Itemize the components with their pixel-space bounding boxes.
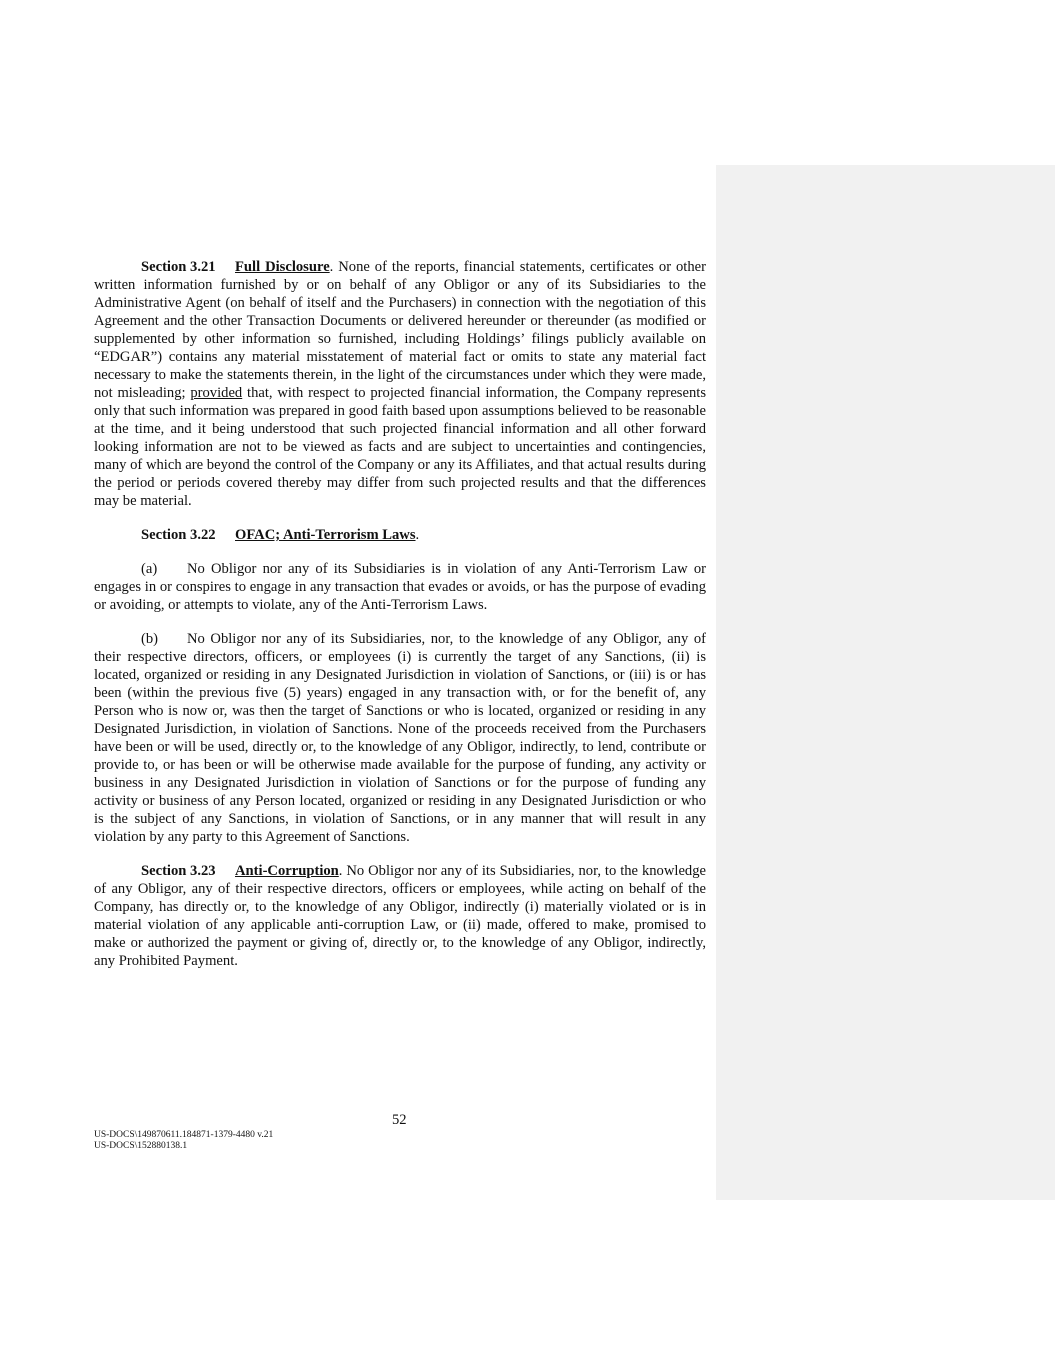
clause-a-label: (a) (141, 561, 158, 577)
section-3-21-number: Section 3.21 (141, 259, 216, 275)
section-3-21-proviso: provided (190, 385, 243, 401)
clause-b-text: No Obligor nor any of its Subsidiaries, nor, to the knowledge of any Obligor, any of their respective directors, officers, or employees (i) is currently the target of any Sanctions, (ii) is located, organized or residing in any Designated Jurisdiction in violation of Sanctions, or (iii) is or has been (within the previous five (5) years) engaged in any transaction with, or for the benefit of, any Person who is now or, was then the target of Sanctions or who is located, organized or residing in any Designated Jurisdiction, in violation of Sanctions. None of the proceeds received from the Purchasers have been or will be used, directly or, to the knowledge of any Obligor, indirectly, to lend, contribute or provide to, or has been or will be otherwise made available for the purpose of funding, any activity or business in any Designated Jurisdiction in violation of Sanctions or for the purpose of funding any activity or business of any Person located, organized or residing in any Designated Jurisdiction or who is the subject of any Sanctions, in violation of Sanctions, or in any manner that will result in any violation by any party to this Agreement of Sanctions. (94, 631, 706, 845)
section-3-23-number: Section 3.23 (141, 863, 216, 879)
document-body (94, 258, 706, 986)
section-3-22-period: . (415, 527, 420, 543)
section-3-21-paragraph (94, 258, 706, 510)
section-3-23-text: . No Obligor nor any of its Subsidiaries, nor, to the knowledge of any Obligor, any of their respective directors, officers or employees, while acting on behalf of the Company, has directly or, to the knowledge of any Obligor, indirectly (i) materially violated or is in material violation of any applicable anti-corruption Law, or (ii) made, offered to make, promised to make or authorized the payment or giving of, directly or, to the knowledge of any Obligor, indirectly, any Prohibited Payment. (94, 863, 706, 969)
section-3-22-heading (94, 526, 706, 544)
section-3-21-text-before: . None of the reports, financial statements, certificates or other written information furnished by or on behalf of any Obligor or any of its Subsidiaries to the Administrative Agent (on behalf of itself and the Purchasers) in connection with the negotiation of this Agreement and the other Transaction Documents or delivered hereunder or thereunder (as modified or supplemented by other information so furnished, including Holdings’ filings publicly available on “EDGAR”) contains any material misstatement of material fact or omits to state any material fact necessary to make the statements therein, in the light of the circumstances under which they were made, not misleading; (94, 259, 706, 401)
section-3-22-title: OFAC; Anti-Terrorism Laws (235, 527, 416, 543)
section-3-22-clause-b (94, 630, 706, 846)
section-3-22-number: Section 3.22 (141, 527, 216, 543)
doc-id-line-2: US-DOCS\152880138.1 (94, 1141, 188, 1151)
clause-a-text: No Obligor nor any of its Subsidiaries is in violation of any Anti-Terrorism Law or engages in or conspires to engage in any transaction that evades or avoids, or has the purpose of evading or avoiding, or attempts to violate, any of the Anti-Terrorism Laws. (94, 561, 706, 613)
doc-id-line-1: US-DOCS\149870611.184871-1379-4480 v.21 (94, 1130, 274, 1140)
page-number: 52 (392, 1112, 407, 1128)
section-3-23-title: Anti-Corruption (235, 863, 339, 879)
document-identifiers (94, 1130, 273, 1152)
comment-pane (716, 165, 1055, 1200)
section-3-21-title: Full Disclosure (235, 259, 330, 275)
section-3-21-text-after: that, with respect to projected financial information, the Company represents only that such information was prepared in good faith based upon assumptions believed to be reasonable at the time, and it being understood that such projected financial information and all other forward looking information are not to be viewed as facts and are subject to uncertainties and contingencies, many of which are beyond the control of the Company or any its Affiliates, and that actual results during the period or periods covered thereby may differ from such projected results and that the differences may be material. (94, 385, 706, 509)
section-3-23-paragraph (94, 862, 706, 970)
clause-b-label: (b) (141, 631, 159, 647)
section-3-22-clause-a (94, 560, 706, 614)
